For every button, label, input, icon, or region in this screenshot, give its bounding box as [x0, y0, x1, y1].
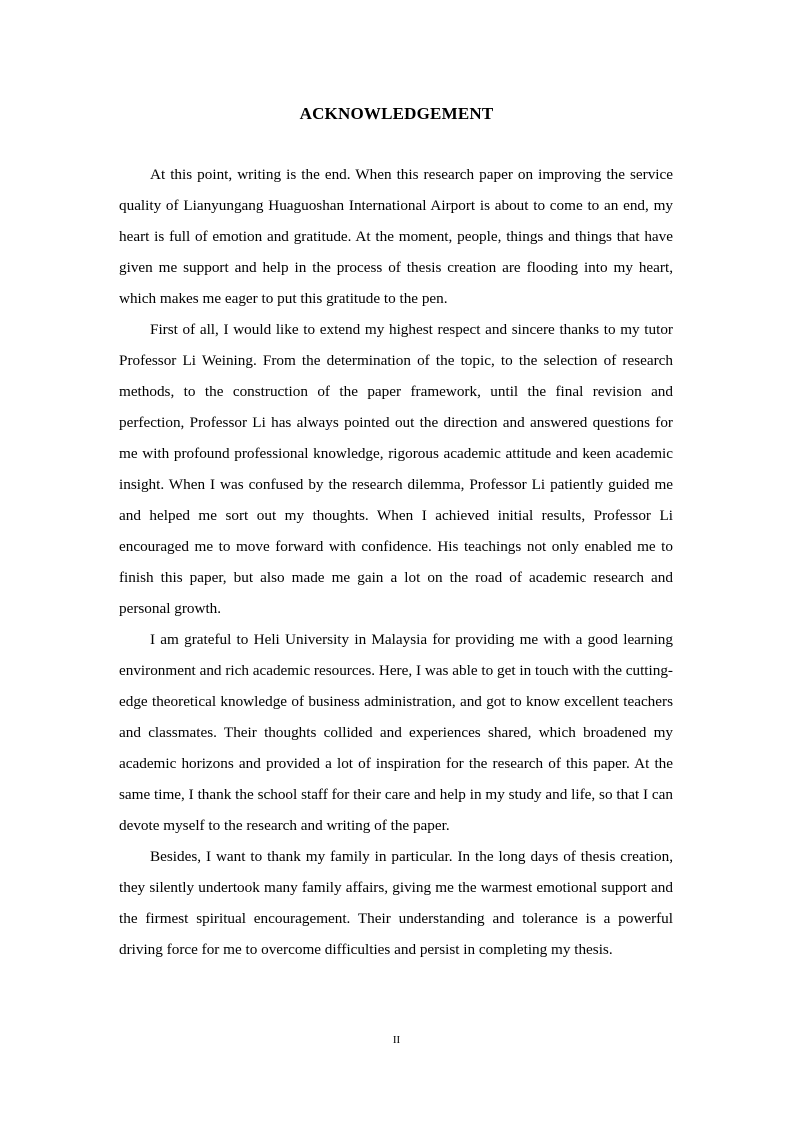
page-number: II [392, 1034, 401, 1046]
page-title: ACKNOWLEDGEMENT [299, 104, 494, 123]
paragraph-family-thanks: Besides, I want to thank my family in particular. In the long days of thesis creation, they silently undertook many family affairs, giving me the warmest emotional support and the firmest spiritual encouragement. Their understanding and tolerance is a powerful driving force for me to overcome difficulties and persist in completing my thesis. [119, 848, 673, 958]
paragraph-university-thanks: I am grateful to Heli University in Malaysia for providing me with a good learning environment and rich academic resources. Here, I was able to get in touch with the cutting-edge theoretical knowledge of business administration, and got to know excellent teachers and classmates. Their thoughts collided and experiences shared, which broadened my academic horizons and provided a lot of inspiration for the research of this paper. At the same time, I thank the school staff for their care and help in my study and life, so that I can devote myself to the research and writing of the paper. [119, 631, 673, 834]
paragraph-intro: At this point, writing is the end. When this research paper on improving the service quality of Lianyungang Huaguoshan International Airport is about to come to an end, my heart is full of emotion and gratitude. At the moment, people, things and things that have given me support and help in the process of thesis creation are flooding into my heart, which makes me eager to put this gratitude to the pen. [119, 166, 673, 307]
paragraph-tutor-thanks: First of all, I would like to extend my highest respect and sincere thanks to my tutor Professor Li Weining. From the determination of the topic, to the selection of research methods, to the construction of the paper framework, until the final revision and perfection, Professor Li has always pointed out the direction and answered questions for me with profound professional knowledge, rigorous academic attitude and keen academic insight. When I was confused by the research dilemma, Professor Li patiently guided me and helped me sort out my thoughts. When I achieved initial results, Professor Li encouraged me to move forward with confidence. His teachings not only enabled me to finish this paper, but also made me gain a lot on the road of academic research and personal growth. [119, 321, 673, 617]
body-text [119, 159, 673, 965]
